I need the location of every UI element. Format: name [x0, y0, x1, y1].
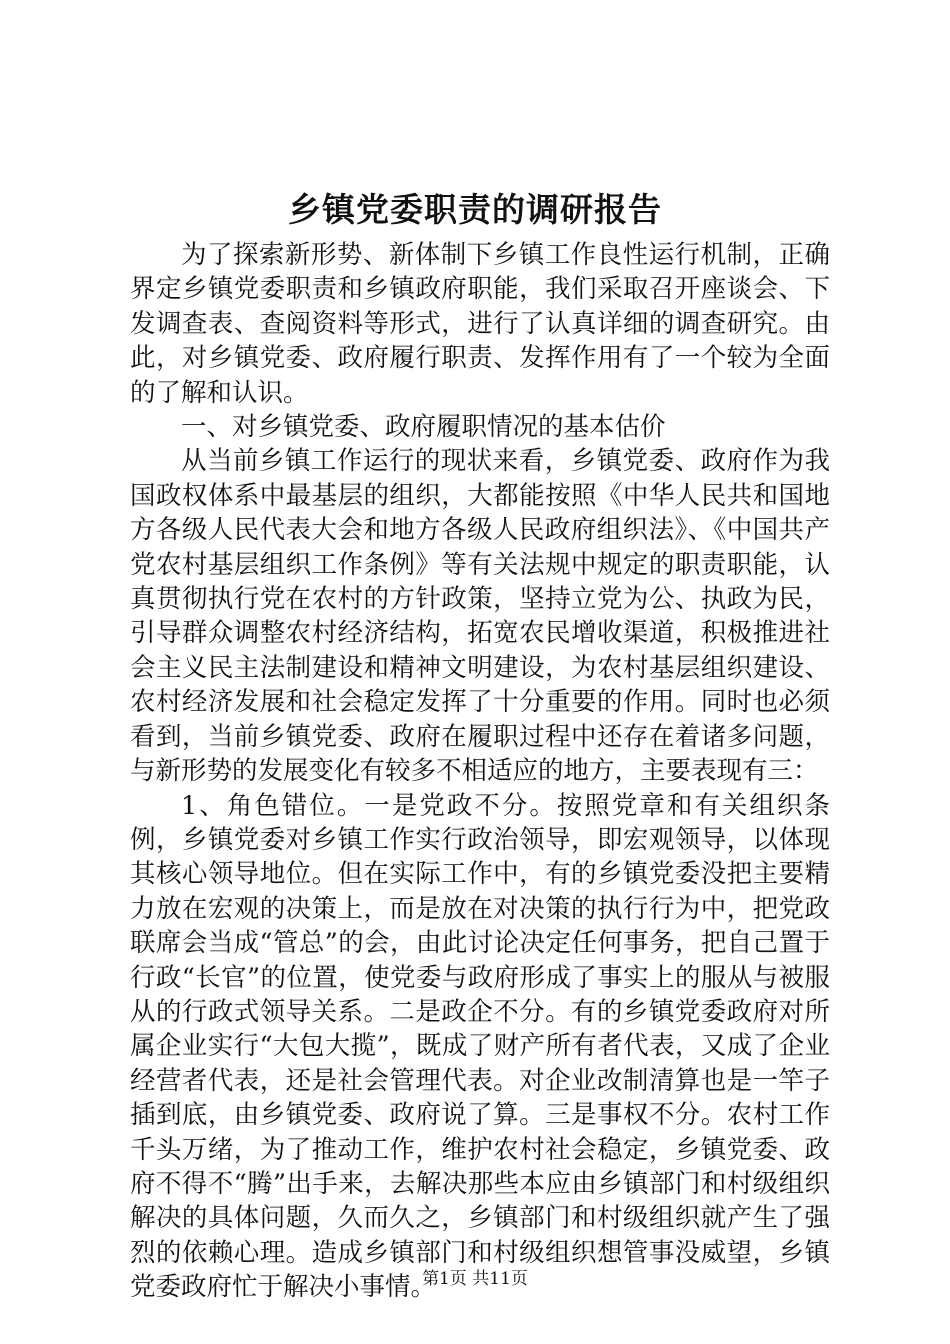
section-heading: 一、对乡镇党委、政府履职情况的基本估价 [181, 412, 666, 443]
paragraph-assessment: 从当前乡镇工作运行的现状来看，乡镇党委、政府作为我国政权体系中最基层的组织，大都能按照《中华人民共和国地方各级人民代表大会和地方各级人民政府组织法》、《中国共产党农村基层组织工作条例》等有关法规中规定的职责职能，认真贯彻执行党在农村的方针政策，坚持立党为公、执政为民，引导群众调整农村经济结构，拓宽农民增收渠道，积极推进社会主义民主法制建设和精神文明建设，为农村基层组织建设、农村经济发展和社会稳定发挥了十分重要的作用。同时也必须看到，当前乡镇党委、政府在履职过程中还存在着诸多问题，与新形势的发展变化有较多不相适应的地方，主要表现有三： [130, 446, 830, 787]
page-footer: 第1页 共11页 [422, 1269, 528, 1289]
paragraph-role-misplacement: 1、角色错位。一是党政不分。按照党章和有关组织条例，乡镇党委对乡镇工作实行政治领导，即宏观领导，以体现其核心领导地位。但在实际工作中，有的乡镇党委没把主要精力放在宏观的决策上，而是放在对决策的执行行为中，把党政联席会当成“管总”的会，由此讨论决定任何事务，把自己置于行政“长官”的位置，使党委与政府形成了事实上的服从与被服从的行政式领导关系。二是政企不分。有的乡镇党委政府对所属企业实行“大包大揽”，既成了财产所有者代表，又成了企业经营者代表，还是社会管理代表。对企业改制清算也是一竿子插到底，由乡镇党委、政府说了算。三是事权不分。农村工作千头万绪，为了推动工作，维护农村社会稳定，乡镇党委、政府不得不“腾”出手来，去解决那些本应由乡镇部门和村级组织解决的具体问题，久而久之，乡镇部门和村级组织就产生了强烈的依赖心理。造成乡镇部门和村级组织想管事没威望，乡镇党委政府忙于解决小事情。 [130, 790, 830, 1303]
paragraph-intro: 为了探索新形势、新体制下乡镇工作良性运行机制，正确界定乡镇党委职责和乡镇政府职能，我们采取召开座谈会、下发调查表、查阅资料等形式，进行了认真详细的调查研究。由此，对乡镇党委、政府履行职责、发挥作用有了一个较为全面的了解和认识。 [130, 240, 830, 408]
page-title: 乡镇党委职责的调研报告 [288, 190, 662, 229]
document-body [130, 238, 830, 1305]
